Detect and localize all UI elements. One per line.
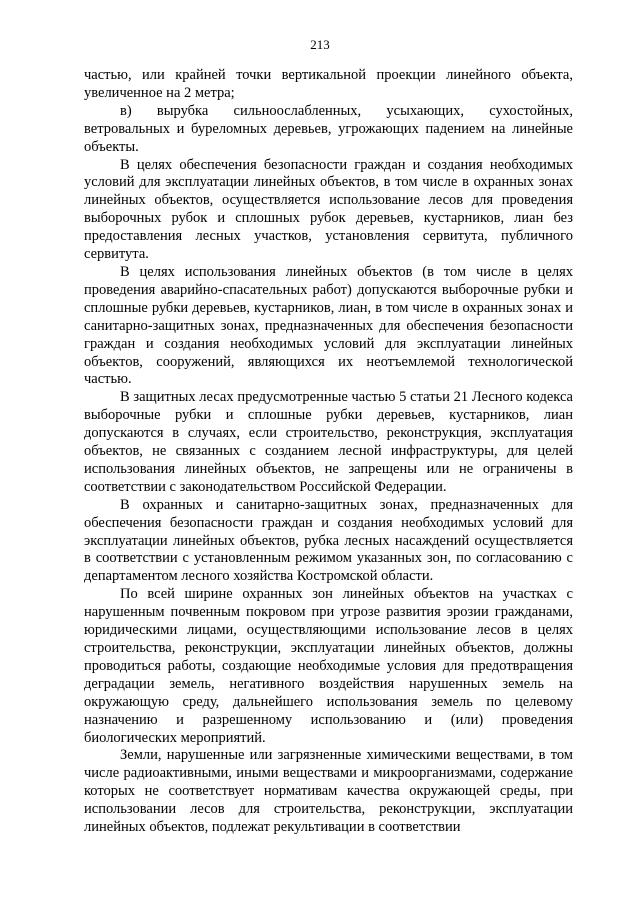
- paragraph-2: в) вырубка сильноослабленных, усыхающих, сухостойных, ветровальных и буреломных деревьев, угрожающих падением на линейные объекты.: [84, 102, 573, 155]
- paragraph-3: В целях обеспечения безопасности граждан и создания необходимых условий для эксплуатации линейных объектов, в том числе в охранных зонах линейных объектов, осуществляется использование лесов для проведения выборочных рубок и сплошных рубок деревьев, кустарников, лиан без предоставления лесных участков, установления сервитута, публичного сервитута.: [84, 156, 573, 263]
- document-body: [84, 67, 573, 837]
- paragraph-1: частью, или крайней точки вертикальной проекции линейного объекта, увеличенное на 2 метра;: [84, 67, 573, 101]
- paragraph-7: По всей ширине охранных зон линейных объектов на участках с нарушенным почвенным покровом при угрозе развития эрозии гражданами, юридическими лицами, осуществляющими использование лесов в целях строительства, реконструкции, эксплуатации линейных объектов, должны проводиться работы, создающие необходимые условия для предотвращения деградации земель, негативного воздействия нарушенных земель на окружающую среду, дальнейшего использования земель по целевому назначению и разрешенному использованию и (или) проведения биологических мероприятий.: [84, 586, 573, 746]
- paragraph-4: В целях использования линейных объектов (в том числе в целях проведения аварийно-спасательных работ) допускаются выборочные рубки и сплошные рубки деревьев, кустарников, лиан, в том числе в охранных зонах и санитарно-защитных зонах, предназначенных для обеспечения безопасности граждан и создания необходимых условий для эксплуатации линейных объектов, сооружений, являющихся их неотъемлемой технологической частью.: [84, 263, 573, 388]
- paragraph-5: В защитных лесах предусмотренные частью 5 статьи 21 Лесного кодекса выборочные рубки и сплошные рубки деревьев, кустарников, лиан допускаются в случаях, если строительство, реконструкция, эксплуатация объектов, не связанных с созданием лесной инфраструктуры, для целей использования линейных объектов, не запрещены или не ограничены в соответствии с законодательством Российской Федерации.: [84, 389, 573, 495]
- page-number: 213: [310, 37, 330, 52]
- paragraph-6: В охранных и санитарно-защитных зонах, предназначенных для обеспечения безопасности граждан и создания необходимых условий для эксплуатации линейных объектов, рубка лесных насаждений осуществляется в соответствии с установленным режимом указанных зон, по согласованию с департаментом лесного хозяйства Костромской области.: [84, 496, 573, 585]
- paragraph-8: Земли, нарушенные или загрязненные химическими веществами, в том числе радиоактивными, иными веществами и микроорганизмами, содержание которых не соответствует нормативам качества окружающей среды, при использовании лесов для строительства, реконструкции, эксплуатации линейных объектов, подлежат рекультивации в соответствии: [84, 747, 573, 836]
